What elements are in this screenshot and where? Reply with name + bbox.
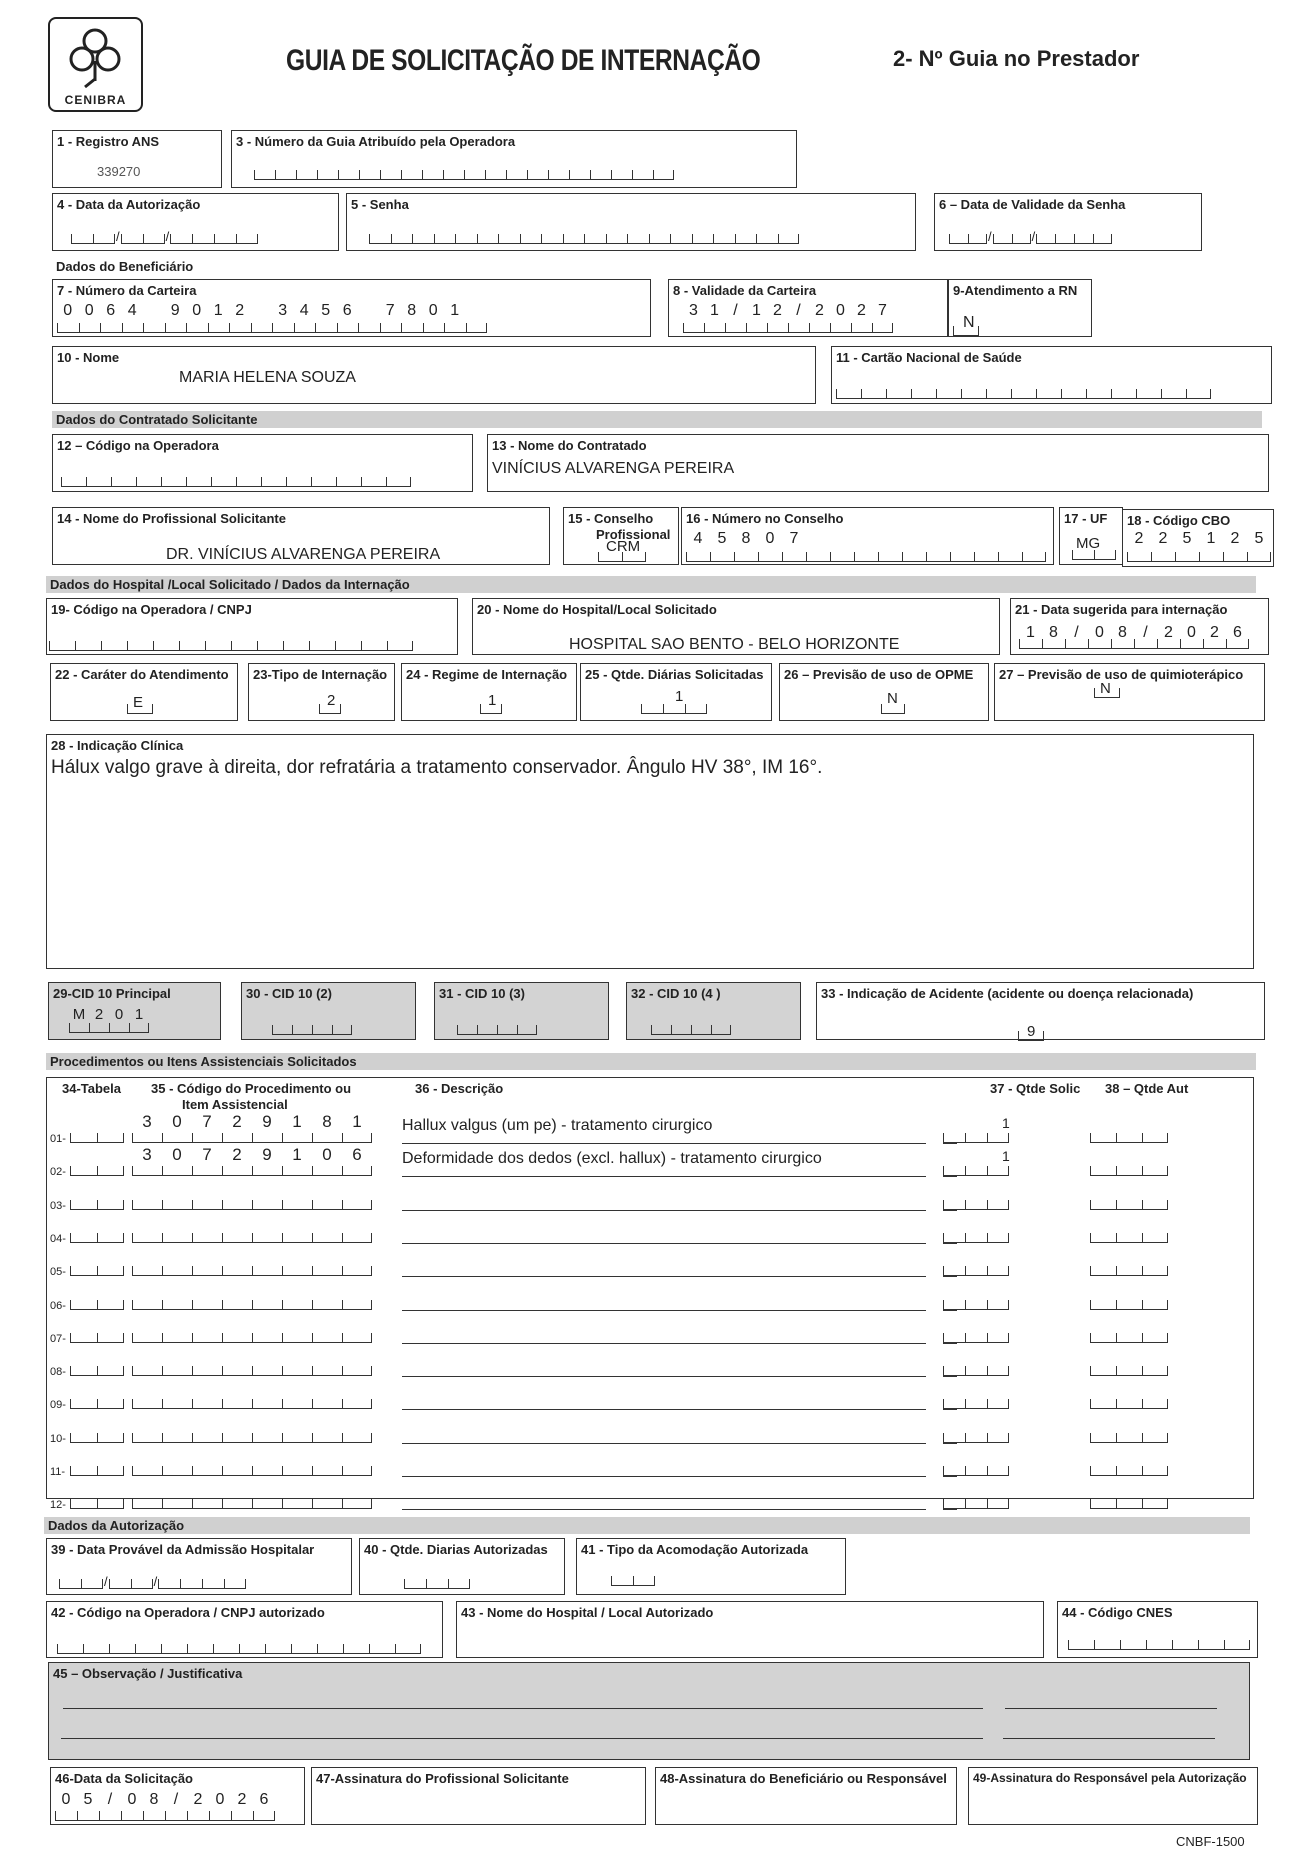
row-number: 03- [50,1200,66,1212]
field-numero-conselho: 16 - Número no Conselho 4 5 8 0 7 [681,507,1054,565]
qtde-aut-input[interactable] [1090,1429,1168,1443]
descricao-line[interactable] [402,1409,926,1410]
codigo-procedimento-input[interactable] [132,1296,372,1310]
form-code: CNBF-1500 [1176,1834,1245,1849]
field-codigo-cbo: 18 - Código CBO 2 2 5 1 2 5 [1122,509,1274,567]
field-data-solicitacao: 46-Data da Solicitação 0 5 / 0 8 / 2 0 2 6 [50,1767,305,1825]
field-indicacao-acidente: 33 - Indicação de Acidente (acidente ou doença relacionada) 9 [816,982,1265,1040]
numero-conselho-input[interactable] [686,548,1046,562]
numero-carteira-input[interactable] [57,319,487,333]
codigo-procedimento-input[interactable] [132,1495,372,1509]
qtde-solic-input[interactable] [943,1162,1009,1176]
cenibra-logo-icon [50,21,141,91]
descricao-line[interactable] [402,1310,926,1311]
field-nome: 10 - Nome MARIA HELENA SOUZA [52,346,816,404]
conselho-value: CRM [606,538,641,555]
cnpj-autorizado-input[interactable] [57,1640,421,1654]
section-hospital: Dados do Hospital /Local Solicitado / Dados da Internação [46,576,1256,593]
field-codigo-operadora: 12 – Código na Operadora [52,434,473,492]
field-data-sugerida-internacao: 21 - Data sugerida para internação 1 8 / 0 8 / 2 0 2 6 [1010,598,1269,655]
uf-input[interactable] [1072,546,1116,560]
field-indicacao-clinica: 28 - Indicação Clínica Hálux valgo grave à direita, dor refratária a tratamento conservador. Ângulo HV 38°, IM 16°. [46,734,1254,969]
senha-input[interactable] [369,230,799,244]
field-previsao-quimioterapico: 27 – Previsão de uso de quimioterápico N [994,663,1265,721]
descricao-line[interactable] [402,1276,926,1277]
field-observacao: 45 – Observação / Justificativa [48,1662,1250,1760]
field-nome-hospital-autorizado: 43 - Nome do Hospital / Local Autorizado [456,1601,1044,1658]
field-nome-contratado: 13 - Nome do Contratado VINÍCIUS ALVARENGA PEREIRA [487,434,1269,492]
descricao-line[interactable] [402,1176,926,1177]
data-sugerida-digits: 1 8 / 0 8 / 2 0 2 6 [1026,624,1242,641]
descricao-line[interactable] [402,1476,926,1477]
quimio-input[interactable] [1094,684,1120,698]
row-number: 12- [50,1499,66,1511]
descricao-line[interactable] [402,1376,926,1377]
codigo-procedimento-input[interactable] [132,1395,372,1409]
cid-3-input[interactable] [457,1021,537,1035]
qtde-solic-input[interactable] [943,1495,1009,1509]
regime-input[interactable] [480,700,502,714]
codigo-procedimento-input[interactable] [132,1429,372,1443]
nome-contratado-value: VINÍCIUS ALVARENGA PEREIRA [492,460,735,477]
codigo-procedimento-input[interactable] [132,1362,372,1376]
field-previsao-opme: 26 – Previsão de uso de OPME N [779,663,989,721]
data-admissao-input[interactable]: / / [59,1575,246,1589]
tabela-input[interactable] [70,1196,124,1210]
descricao-value: Hallux valgus (um pe) - tratamento cirurgico [402,1117,713,1134]
section-contratado: Dados do Contratado Solicitante [52,411,1262,428]
conselho-input[interactable] [598,548,646,562]
qtde-solic-input[interactable] [943,1429,1009,1443]
tabela-input[interactable] [70,1296,124,1310]
field-atendimento-rn: 9-Atendimento a RN N [948,279,1092,337]
page-title: GUIA DE SOLICITAÇÃO DE INTERNAÇÃO [286,44,761,77]
qtde-aut-input[interactable] [1090,1362,1168,1376]
indicacao-clinica-value[interactable]: Hálux valgo grave à direita, dor refratária a tratamento conservador. Ângulo HV 38°, IM 16°. [51,757,823,778]
qtde-diarias-input[interactable] [641,700,707,714]
uf-value: MG [1076,535,1101,552]
codigo-procedimento-digits: 3 0 7 2 9 1 0 6 [142,1145,362,1164]
diarias-autorizadas-input[interactable] [404,1575,470,1589]
nome-value: MARIA HELENA SOUZA [179,369,356,386]
codigo-procedimento-input[interactable] [132,1462,372,1476]
col-descricao-header: 36 - Descrição [415,1081,504,1096]
field-assinatura-autorizacao: 49-Assinatura do Responsável pela Autorização [968,1767,1258,1825]
field-data-validade-senha: 6 – Data de Validade da Senha / / [934,193,1202,251]
tabela-input[interactable] [70,1462,124,1476]
indicacao-acidente-input[interactable] [1018,1027,1044,1041]
qtde-solic-input[interactable] [943,1229,1009,1243]
data-solicitacao-digits: 0 5 / 0 8 / 2 0 2 6 [61,1791,269,1808]
codigo-procedimento-input[interactable] [132,1329,372,1343]
field-cid-4: 32 - CID 10 (4 ) [626,982,801,1040]
tabela-input[interactable] [70,1329,124,1343]
codigo-operadora-input[interactable] [61,473,411,487]
atendimento-rn-value: N [963,314,975,331]
qtde-solic-input[interactable] [943,1395,1009,1409]
qtde-aut-input[interactable] [1090,1196,1168,1210]
carater-value: E [133,694,144,711]
validade-carteira-digits: 3 1 / 1 2 / 2 0 2 7 [689,302,887,319]
field-codigo-cnes: 44 - Código CNES [1057,1601,1258,1658]
qtde-aut-input[interactable] [1090,1395,1168,1409]
tabela-input[interactable] [70,1162,124,1176]
field-codigo-cnpj-autorizado: 42 - Código na Operadora / CNPJ autorizado [46,1601,443,1658]
numero-conselho-digits: 4 5 8 0 7 [693,530,799,547]
field-cid-3: 31 - CID 10 (3) [434,982,609,1040]
tipo-internacao-value: 2 [327,692,336,709]
qtde-aut-input[interactable] [1090,1162,1168,1176]
section-autorizacao: Dados da Autorização [44,1517,1250,1534]
atendimento-rn-input[interactable] [953,322,979,336]
qtde-aut-input[interactable] [1090,1229,1168,1243]
cid-2-input[interactable] [272,1021,352,1035]
field-regime-internacao: 24 - Regime de Internação 1 [401,663,577,721]
codigo-cbo-digits: 2 2 5 1 2 5 [1134,530,1264,547]
row-number: 04- [50,1233,66,1245]
field-uf: 17 - UF MG [1059,507,1123,565]
codigo-cnpj-input[interactable] [49,637,413,651]
qtde-solic-value: 1 [1002,1148,1010,1164]
field-cid-2: 30 - CID 10 (2) [241,982,416,1040]
col-qtde-aut-header: 38 – Qtde Aut [1105,1081,1189,1096]
field-codigo-operadora-cnpj: 19- Código na Operadora / CNPJ [46,598,458,655]
field-assinatura-beneficiario: 48-Assinatura do Beneficiário ou Responsável [655,1767,957,1825]
cid-principal-digits: M 2 0 1 [72,1006,144,1023]
field-numero-guia-operadora: 3 - Número da Guia Atribuído pela Operadora [231,130,797,188]
data-solicitacao-input[interactable] [55,1807,275,1821]
field-validade-carteira: 8 - Validade da Carteira 3 1 / 1 2 / 2 0 2 7 [668,279,948,337]
descricao-line[interactable] [402,1243,926,1244]
row-number: 01- [50,1133,66,1145]
field-tipo-internacao: 23-Tipo de Internação 2 [248,663,395,721]
row-number: 11- [50,1466,66,1478]
numero-carteira-digits: 0 0 6 4 9 0 1 2 3 4 5 6 7 8 0 1 [63,302,460,319]
row-number: 02- [50,1166,66,1178]
tabela-input[interactable] [70,1395,124,1409]
data-validade-senha-input[interactable]: / / [949,230,1112,244]
field-nome-hospital: 20 - Nome do Hospital/Local Solicitado HOSPITAL SAO BENTO - BELO HORIZONTE [472,598,1000,655]
nome-profissional-value: DR. VINÍCIUS ALVARENGA PEREIRA [166,546,441,563]
carater-input[interactable] [127,700,153,714]
row-number: 10- [50,1433,66,1445]
qtde-solic-input[interactable] [943,1129,1009,1143]
tabela-input[interactable] [70,1362,124,1376]
descricao-value: Deformidade dos dedos (excl. hallux) - tratamento cirurgico [402,1150,822,1167]
qtde-solic-input[interactable] [943,1462,1009,1476]
qtde-solic-value: 1 [1002,1115,1010,1131]
qtde-solic-input[interactable] [943,1262,1009,1276]
qtde-aut-input[interactable] [1090,1462,1168,1476]
field-numero-carteira: 7 - Número da Carteira 0 0 6 4 9 0 1 2 3 4 5 6 7 8 0 1 [52,279,651,337]
row-number: 06- [50,1300,66,1312]
col-qtde-solic-header: 37 - Qtde Solic [990,1081,1081,1096]
col-tabela-header: 34-Tabela [62,1081,122,1096]
quimio-value: N [1100,680,1111,697]
col-codigo-header-2: Item Assistencial [182,1097,288,1112]
field-nome-profissional-solicitante: 14 - Nome do Profissional Solicitante DR. VINÍCIUS ALVARENGA PEREIRA [52,507,550,565]
codigo-procedimento-input[interactable] [132,1196,372,1210]
field-conselho-profissional: 15 - Conselho Profissional CRM [563,507,679,565]
section-procedimentos: Procedimentos ou Itens Assistenciais Solicitados [46,1053,1256,1070]
tabela-input[interactable] [70,1495,124,1509]
indicacao-acidente-value: 9 [1027,1023,1036,1040]
qtde-aut-input[interactable] [1090,1495,1168,1509]
row-number: 07- [50,1333,66,1345]
numero-guia-input[interactable] [254,166,674,180]
codigo-cnes-input[interactable] [1068,1636,1250,1650]
tabela-input[interactable] [70,1429,124,1443]
validade-carteira-input[interactable] [683,319,893,333]
section-beneficiario: Dados do Beneficiário [56,259,194,274]
descricao-line[interactable] [402,1509,926,1510]
codigo-procedimento-digits: 3 0 7 2 9 1 8 1 [142,1112,362,1131]
field-tipo-acomodacao: 41 - Tipo da Acomodação Autorizada [576,1538,846,1595]
col-codigo-header: 35 - Código do Procedimento ou [151,1081,352,1096]
data-autorizacao-input[interactable]: / / [71,230,258,244]
field-data-provavel-admissao: 39 - Data Provável da Admissão Hospitalar / / [46,1538,352,1595]
tabela-input[interactable] [70,1262,124,1276]
descricao-line[interactable] [402,1343,926,1344]
qtde-aut-input[interactable] [1090,1129,1168,1143]
codigo-procedimento-input[interactable] [132,1229,372,1243]
qtde-aut-input[interactable] [1090,1296,1168,1310]
opme-input[interactable] [881,700,905,714]
descricao-line[interactable] [402,1443,926,1444]
row-number: 09- [50,1399,66,1411]
tipo-internacao-input[interactable] [319,700,341,714]
codigo-cbo-input[interactable] [1127,548,1271,562]
field-qtde-diarias: 25 - Qtde. Diárias Solicitadas 1 [580,663,772,721]
qtde-solic-input[interactable] [943,1196,1009,1210]
qtde-solic-input[interactable] [943,1329,1009,1343]
regime-value: 1 [488,692,497,709]
qtde-aut-input[interactable] [1090,1329,1168,1343]
field-registro-ans: 1 - Registro ANS 339270 [52,130,222,188]
nome-hospital-value: HOSPITAL SAO BENTO - BELO HORIZONTE [569,636,900,653]
tabela-input[interactable] [70,1129,124,1143]
field-senha: 5 - Senha [346,193,916,251]
cid-4-input[interactable] [651,1021,731,1035]
logo [48,17,143,112]
field-carater-atendimento: 22 - Caráter do Atendimento E [50,663,238,721]
field-cid-principal: 29-CID 10 Principal M 2 0 1 [48,982,221,1040]
qtde-solic-input[interactable] [943,1296,1009,1310]
logo-text: CENIBRA [64,93,127,107]
cartao-nacional-input[interactable] [836,385,1211,399]
field-assinatura-profissional: 47-Assinatura do Profissional Solicitante [311,1767,646,1825]
descricao-line[interactable] [402,1210,926,1211]
opme-value: N [887,690,898,707]
field-cartao-nacional-saude: 11 - Cartão Nacional de Saúde [831,346,1272,404]
descricao-line[interactable] [402,1143,926,1144]
acomodacao-input[interactable] [611,1572,655,1586]
guia-prestador-label: 2- Nº Guia no Prestador [893,46,1140,71]
codigo-procedimento-input[interactable] [132,1262,372,1276]
row-number: 05- [50,1266,66,1278]
field-qtde-diarias-autorizadas: 40 - Qtde. Diarias Autorizadas [359,1538,565,1595]
qtde-solic-input[interactable] [943,1362,1009,1376]
qtde-diarias-value: 1 [675,688,684,705]
tabela-input[interactable] [70,1229,124,1243]
qtde-aut-input[interactable] [1090,1262,1168,1276]
field-data-autorizacao: 4 - Data da Autorização / / [52,193,339,251]
row-number: 08- [50,1366,66,1378]
registro-ans-value: 339270 [97,164,141,179]
